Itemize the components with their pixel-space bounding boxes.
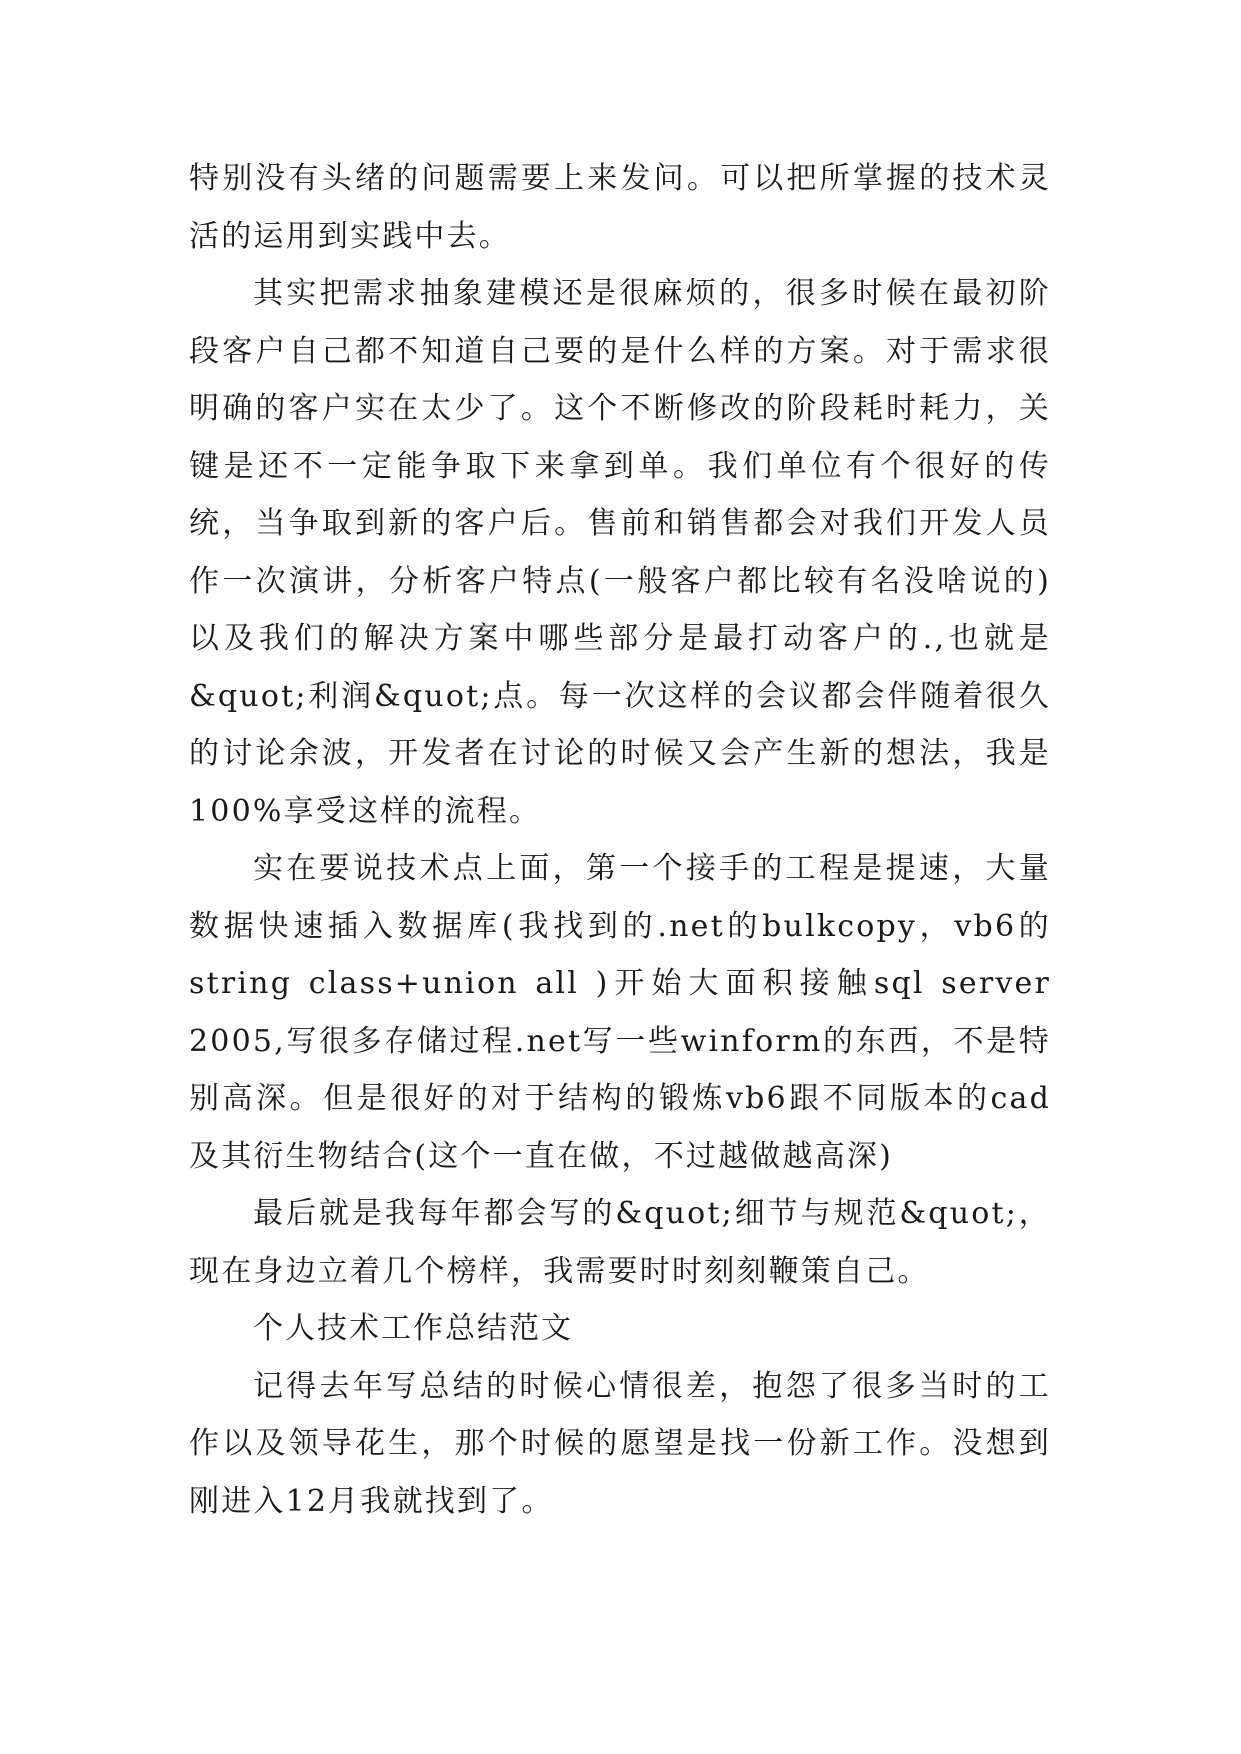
body-paragraph-3: 实在要说技术点上面，第一个接手的工程是提速，大量数据快速插入数据库(我找到的.net的bulkcopy，vb6的string class+union all )开始大面积接触sql server 2005,写很多存储过程.net写一些winform的东西，不是特别高深。但是很好的对于结构的锻炼vb6跟不同版本的cad及其衍生物结合(这个一直在做，不过越做越高深) xyxy=(189,851,1051,1174)
body-paragraph-5: 记得去年写总结的时候心情很差，抱怨了很多当时的工作以及领导花生，那个时候的愿望是找一份新工作。没想到刚进入12月我就找到了。 xyxy=(189,1368,1051,1519)
body-paragraph-1: 特别没有头绪的问题需要上来发问。可以把所掌握的技术灵活的运用到实践中去。 xyxy=(189,161,1051,254)
section-heading: 个人技术工作总结范文 xyxy=(253,1311,573,1346)
body-paragraph-2: 其实把需求抽象建模还是很麻烦的，很多时候在最初阶段客户自己都不知道自己要的是什么样的方案。对于需求很明确的客户实在太少了。这个不断修改的阶段耗时耗力，关键是还不一定能争取下来拿到单。我们单位有个很好的传统，当争取到新的客户后。售前和销售都会对我们开发人员作一次演讲，分析客户特点(一般客户都比较有名没啥说的)以及我们的解决方案中哪些部分是最打动客户的.,也就是&quot;利润&quot;点。每一次这样的会议都会伴随着很久的讨论余波，开发者在讨论的时候又会产生新的想法，我是100%享受这样的流程。 xyxy=(189,276,1051,829)
document-page xyxy=(189,150,1051,1530)
body-paragraph-4: 最后就是我每年都会写的&quot;细节与规范&quot;，现在身边立着几个榜样，我需要时时刻刻鞭策自己。 xyxy=(189,1196,1051,1289)
